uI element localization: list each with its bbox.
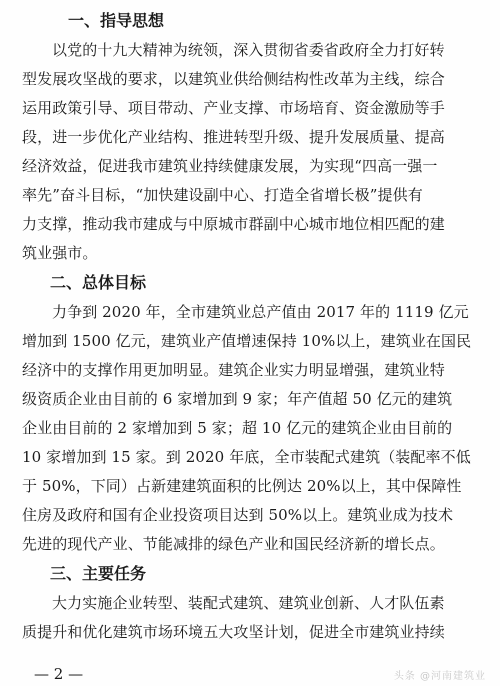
paragraph-line: 住房及政府和国有企业投资项目达到 50%以上。建筑业成为技术 [22, 506, 454, 524]
paragraph-line: 以党的十九大精神为统领，深入贯彻省委省政府全力打好转 [52, 41, 445, 59]
section-heading-overall-goals: 二、总体目标 [50, 273, 147, 292]
paragraph-line: 经济效益，促进我市建筑业持续健康发展，为实现“四高一强一 [22, 157, 438, 175]
paragraph-line: 企业由目前的 2 家增加到 5 家；超 10 亿元的建筑企业由目前的 [22, 419, 453, 437]
paragraph-line: 筑业强市。 [22, 244, 98, 262]
paragraph-line: 型发展攻坚战的要求，以建筑业供给侧结构性改革为主线，综合 [22, 70, 445, 88]
paragraph-line: 运用政策引导、项目带动、产业支撑、市场培育、资金激励等手 [22, 99, 445, 117]
paragraph-line: 经济中的支撑作用更加明显。建筑企业实力明显增强，建筑业特 [22, 361, 445, 379]
paragraph-line: 段，进一步优化产业结构、推进转型升级、提升发展质量、提高 [22, 128, 445, 146]
paragraph-line: 力争到 2020 年，全市建筑业总产值由 2017 年的 1119 亿元 [52, 303, 469, 321]
page-number: — 2 — [34, 665, 84, 683]
paragraph-line: 10 家增加到 15 家。到 2020 年底，全市装配式建筑（装配率不低 [22, 448, 471, 466]
paragraph-line: 大力实施企业转型、装配式建筑、建筑业创新、人才队伍素 [52, 594, 445, 612]
paragraph-line: 级资质企业由目前的 6 家增加到 9 家；年产值超 50 亿元的建筑 [22, 390, 453, 408]
section-heading-guiding-ideology: 一、指导思想 [68, 11, 165, 30]
paragraph-line: 增加到 1500 亿元，建筑业产值增速保持 10%以上，建筑业在国民 [22, 332, 472, 350]
paragraph-line: 力支撑，推动我市建成与中原城市群副中心城市地位相匹配的建 [22, 215, 445, 233]
paragraph-line: 于 50%，下同）占新建建筑面积的比例达 20%以上，其中保障性 [22, 477, 462, 495]
watermark: 头条 @河南建筑业 [393, 671, 486, 682]
section-heading-main-tasks: 三、主要任务 [50, 564, 147, 583]
paragraph-line: 先进的现代产业、节能减排的绿色产业和国民经济新的增长点。 [22, 535, 445, 553]
paragraph-line: 质提升和优化建筑市场环境五大攻坚计划，促进全市建筑业持续 [22, 623, 445, 641]
paragraph-line: 率先”奋斗目标，“加快建设副中心、打造全省增长极”提供有 [22, 186, 423, 204]
